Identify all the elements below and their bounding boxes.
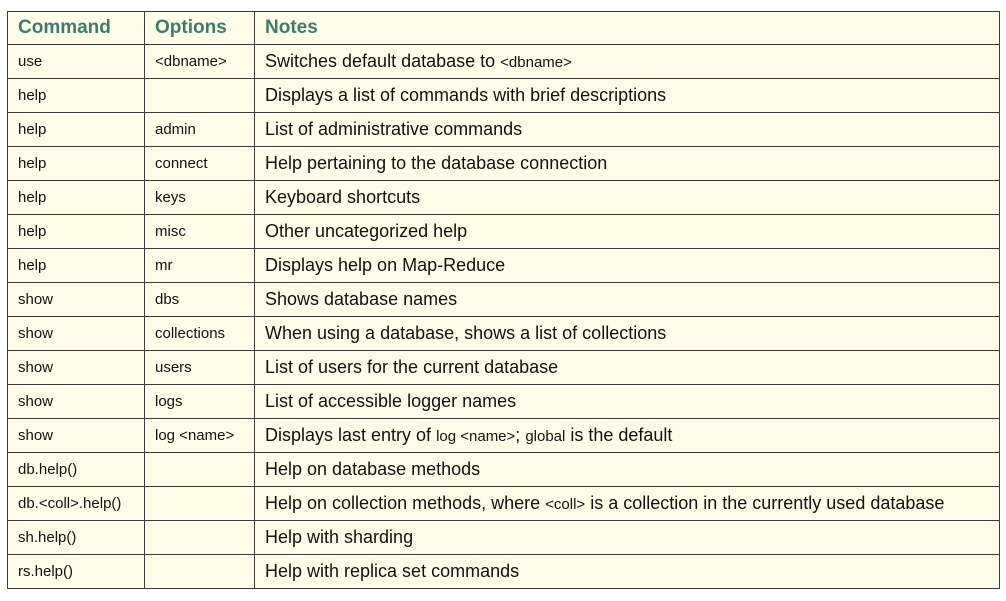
- command-cell: show: [8, 385, 145, 419]
- notes-cell: [255, 249, 1000, 283]
- notes-text-fragment: ;: [515, 425, 526, 445]
- options-cell: connect: [145, 147, 255, 181]
- options-cell: logs: [145, 385, 255, 419]
- command-cell: show: [8, 351, 145, 385]
- notes-code-fragment: <dbname>: [500, 54, 572, 71]
- table-row: [8, 487, 1000, 521]
- command-cell: show: [8, 283, 145, 317]
- table-row: [8, 249, 1000, 283]
- notes-cell: [255, 521, 1000, 555]
- command-cell: help: [8, 113, 145, 147]
- table-row: [8, 79, 1000, 113]
- notes-text-fragment: is the default: [565, 425, 673, 445]
- notes-cell: [255, 555, 1000, 589]
- notes-cell: [255, 147, 1000, 181]
- command-cell: use: [8, 45, 145, 79]
- notes-code-fragment: <coll>: [545, 496, 586, 513]
- options-cell: log <name>: [145, 419, 255, 453]
- command-reference: [7, 11, 1000, 589]
- table-row: [8, 283, 1000, 317]
- command-cell: show: [8, 419, 145, 453]
- command-cell: help: [8, 79, 145, 113]
- options-cell: mr: [145, 249, 255, 283]
- notes-text-fragment: List of administrative commands: [265, 119, 523, 139]
- table-row: [8, 385, 1000, 419]
- notes-cell: [255, 487, 1000, 521]
- options-cell: users: [145, 351, 255, 385]
- options-cell: [145, 487, 255, 521]
- notes-code-fragment: global: [525, 428, 566, 445]
- options-cell: dbs: [145, 283, 255, 317]
- options-cell: [145, 555, 255, 589]
- notes-text-fragment: List of accessible logger names: [265, 391, 517, 411]
- options-cell: [145, 521, 255, 555]
- header-row: [8, 12, 1000, 45]
- notes-cell: [255, 181, 1000, 215]
- command-cell: sh.help(): [8, 521, 145, 555]
- notes-cell: [255, 317, 1000, 351]
- notes-text-fragment: Shows database names: [265, 289, 458, 309]
- table-row: [8, 521, 1000, 555]
- table-row: [8, 45, 1000, 79]
- notes-text-fragment: Other uncategorized help: [265, 221, 468, 241]
- options-cell: admin: [145, 113, 255, 147]
- notes-cell: [255, 79, 1000, 113]
- options-cell: misc: [145, 215, 255, 249]
- command-cell: help: [8, 249, 145, 283]
- notes-text-fragment: Displays last entry of: [265, 425, 437, 445]
- table-row: [8, 419, 1000, 453]
- notes-text-fragment: is a collection in the currently used database: [585, 493, 945, 513]
- table-row: [8, 555, 1000, 589]
- notes-cell: [255, 215, 1000, 249]
- notes-cell: [255, 283, 1000, 317]
- notes-text-fragment: Help with sharding: [265, 527, 414, 547]
- command-cell: show: [8, 317, 145, 351]
- options-cell: [145, 453, 255, 487]
- notes-code-fragment: log <name>: [436, 428, 516, 445]
- table-row: [8, 113, 1000, 147]
- notes-text-fragment: Keyboard shortcuts: [265, 187, 421, 207]
- notes-text-fragment: Help pertaining to the database connection: [265, 153, 608, 173]
- table-row: [8, 147, 1000, 181]
- command-cell: db.<coll>.help(): [8, 487, 145, 521]
- table-row: [8, 317, 1000, 351]
- header-notes: Notes: [255, 12, 1000, 45]
- notes-cell: [255, 453, 1000, 487]
- command-table: [7, 11, 1000, 589]
- options-cell: keys: [145, 181, 255, 215]
- command-cell: rs.help(): [8, 555, 145, 589]
- options-cell: <dbname>: [145, 45, 255, 79]
- options-cell: collections: [145, 317, 255, 351]
- notes-text-fragment: Switches default database to: [265, 51, 501, 71]
- notes-text-fragment: Help on database methods: [265, 459, 481, 479]
- command-cell: help: [8, 181, 145, 215]
- notes-cell: [255, 419, 1000, 453]
- notes-cell: [255, 113, 1000, 147]
- notes-text-fragment: List of users for the current database: [265, 357, 559, 377]
- notes-text-fragment: Help on collection methods, where: [265, 493, 546, 513]
- table-row: [8, 181, 1000, 215]
- notes-cell: [255, 385, 1000, 419]
- table-row: [8, 215, 1000, 249]
- notes-text-fragment: Help with replica set commands: [265, 561, 520, 581]
- header-command: Command: [8, 12, 145, 45]
- command-cell: help: [8, 147, 145, 181]
- header-options: Options: [145, 12, 255, 45]
- options-cell: [145, 79, 255, 113]
- table-row: [8, 351, 1000, 385]
- table-row: [8, 453, 1000, 487]
- command-cell: db.help(): [8, 453, 145, 487]
- notes-cell: [255, 45, 1000, 79]
- notes-text-fragment: Displays help on Map-Reduce: [265, 255, 506, 275]
- notes-cell: [255, 351, 1000, 385]
- notes-text-fragment: Displays a list of commands with brief descriptions: [265, 85, 667, 105]
- notes-text-fragment: When using a database, shows a list of collections: [265, 323, 667, 343]
- command-cell: help: [8, 215, 145, 249]
